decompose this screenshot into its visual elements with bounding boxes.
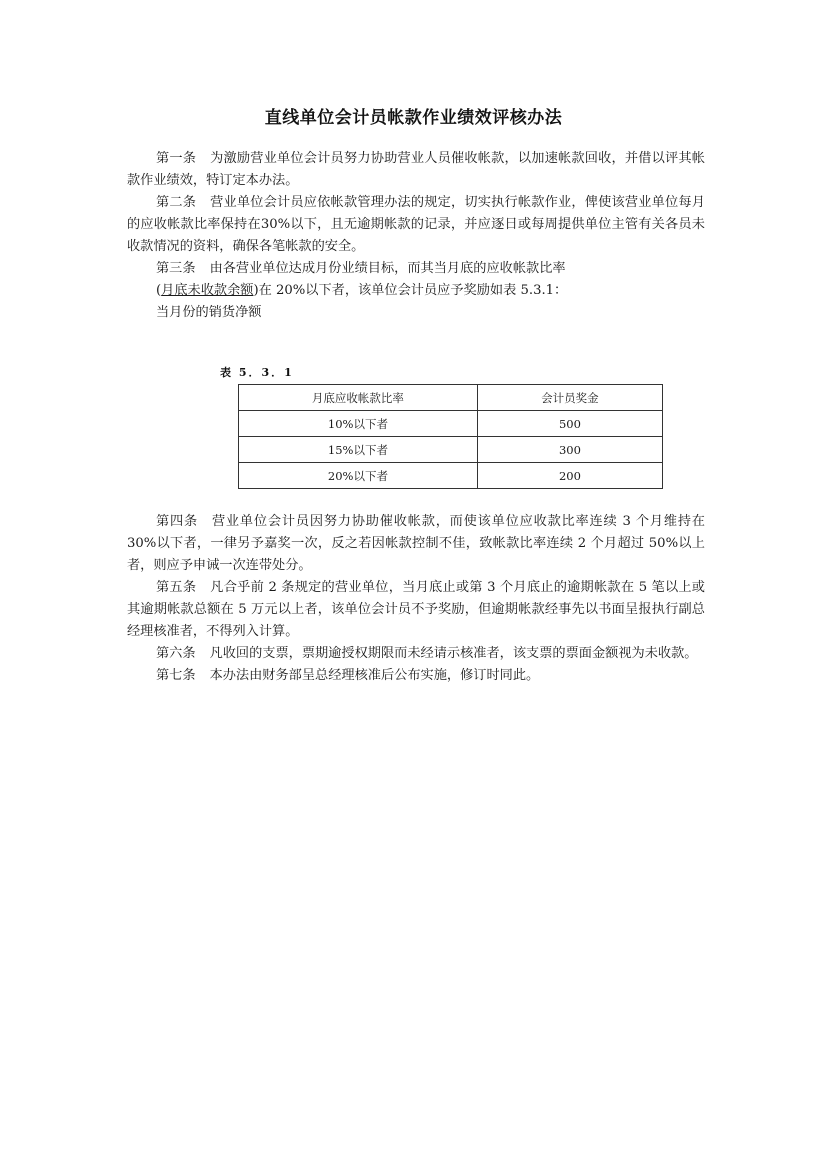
article-text: 凡合乎前 2 条规定的营业单位，当月底止或第 3 个月底止的逾期帐款在 5 笔以上或其逾期帐款总额在 5 万元以上者，该单位会计员不予奖励，但逾期帐款经事先以书面呈报执行副总经理核准者，不得列入计算。 — [127, 580, 705, 639]
formula-open: ( — [156, 283, 162, 298]
article-4 — [127, 511, 705, 577]
article-label: 第三条 — [156, 261, 196, 276]
table-row — [239, 437, 663, 463]
article-text-line1: 由各营业单位达成月份业绩目标，而其当月底的应收帐款比率 — [209, 261, 566, 276]
article-3-formula-denominator — [127, 302, 705, 324]
table-header-bonus: 会计员奖金 — [477, 385, 662, 411]
article-text: 营业单位会计员应依帐款管理办法的规定，切实执行帐款作业，俾使该营业单位每月的应收帐款比率保持在30%以下，且无逾期帐款的记录，并应逐日或每周提供单位主管有关各员未收款情况的资料，确保各笔帐款的安全。 — [127, 195, 705, 254]
article-5 — [127, 577, 705, 643]
article-label: 第四条 — [156, 514, 198, 529]
article-text: 为激励营业单位会计员努力协助营业人员催收帐款，以加速帐款回收，并借以评其帐款作业绩效，特订定本办法。 — [127, 151, 705, 188]
article-label: 第七条 — [156, 668, 196, 683]
table-cell-ratio: 10%以下者 — [239, 411, 478, 437]
formula-denominator: 当月份的销货净额 — [156, 305, 262, 320]
article-text: 本办法由财务部呈总经理核准后公布实施，修订时同此。 — [209, 668, 540, 683]
article-label: 第六条 — [156, 646, 196, 661]
table-caption: 表 5．3．1 — [220, 366, 294, 379]
article-6 — [127, 643, 705, 665]
article-2 — [127, 192, 705, 258]
table-cell-bonus: 200 — [477, 463, 662, 489]
formula-numerator: 月底未收款余额 — [161, 283, 254, 298]
article-3 — [127, 258, 705, 280]
table-row — [239, 463, 663, 489]
document-title: 直线单位会计员帐款作业绩效评核办法 — [264, 108, 563, 128]
article-text: 营业单位会计员因努力协助催收帐款，而使该单位应收款比率连续 3 个月维持在 30%以下者，一律另予嘉奖一次，反之若因帐款控制不佳，致帐款比率连续 2 个月超过 50%以上者，则应予申诫一次连带处分。 — [127, 514, 705, 573]
article-7 — [127, 665, 705, 687]
article-label: 第五条 — [156, 580, 197, 595]
article-1 — [127, 148, 705, 192]
articles-block-upper — [127, 148, 705, 324]
table-cell-bonus: 300 — [477, 437, 662, 463]
table-row — [239, 411, 663, 437]
article-label: 第一条 — [156, 151, 197, 166]
article-text: 凡收回的支票，票期逾授权期限而未经请示核准者，该支票的票面金额视为未收款。 — [209, 646, 698, 661]
formula-suffix: )在 20%以下者，该单位会计员应予奖励如表 5.3.1： — [253, 283, 568, 298]
table-cell-ratio: 15%以下者 — [239, 437, 478, 463]
article-label: 第二条 — [156, 195, 197, 210]
article-3-formula-line — [127, 280, 705, 302]
articles-block-lower — [127, 511, 705, 687]
table-cell-bonus: 500 — [477, 411, 662, 437]
table-header-row — [239, 385, 663, 411]
table-cell-ratio: 20%以下者 — [239, 463, 478, 489]
table-header-ratio: 月底应收帐款比率 — [239, 385, 478, 411]
award-table — [238, 384, 663, 489]
